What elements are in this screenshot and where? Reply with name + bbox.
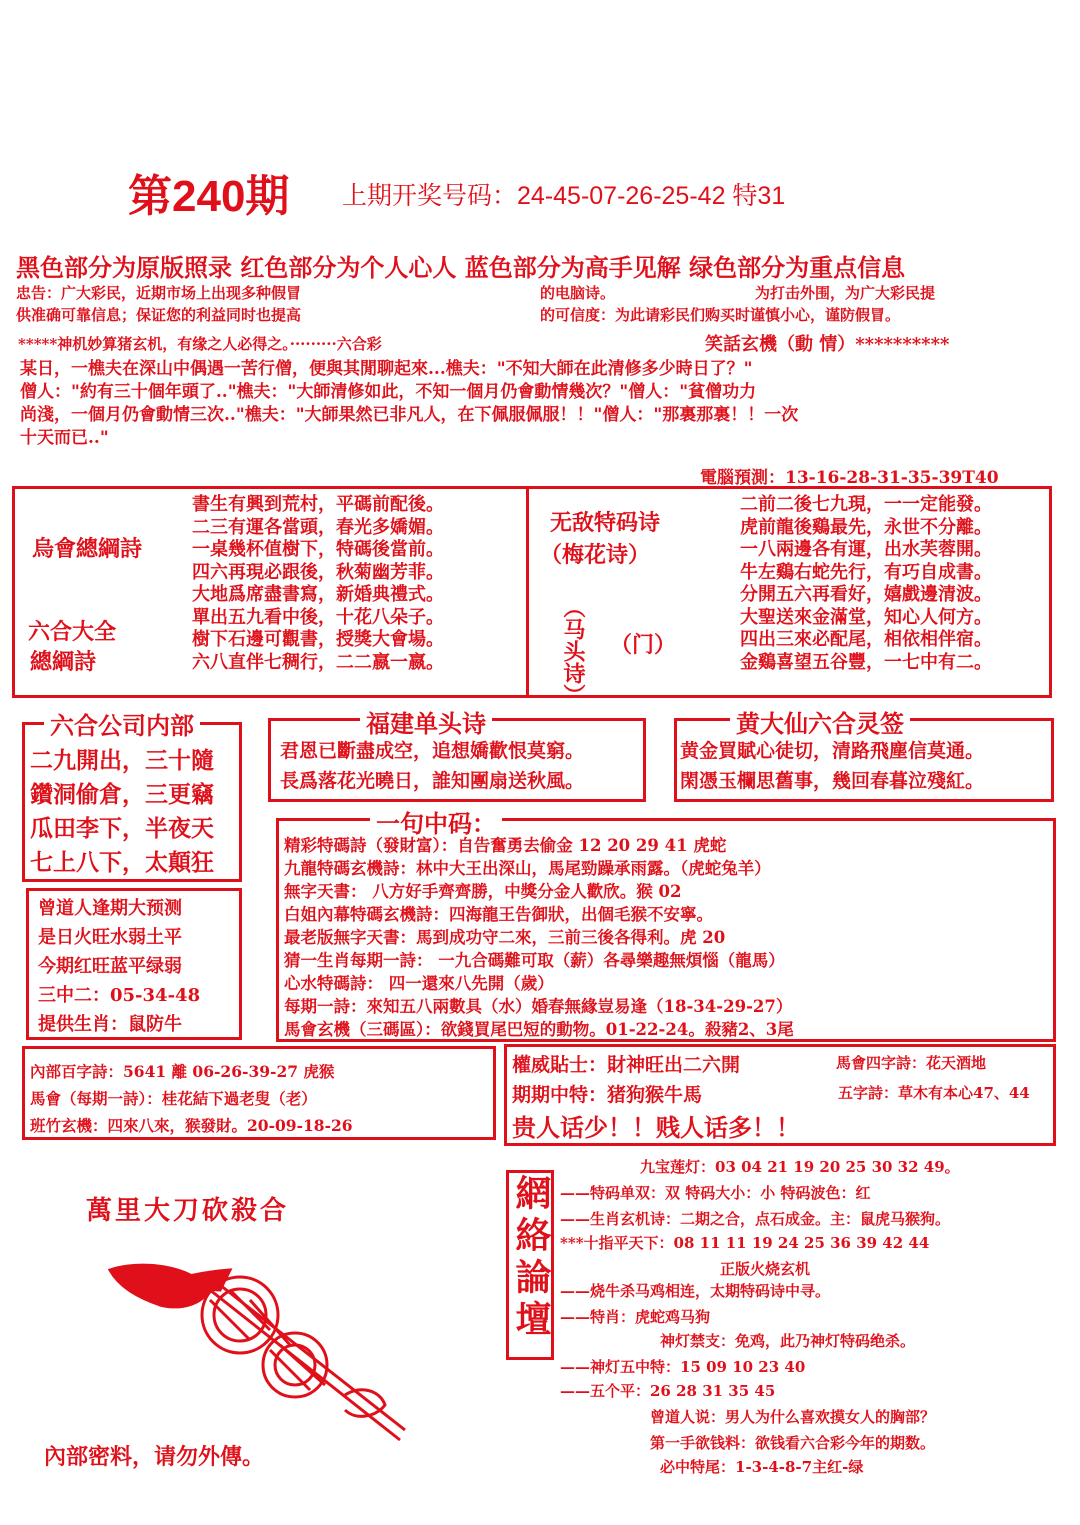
forum-line: 曾道人说：男人为什么喜欢摸女人的胸部？ bbox=[650, 1408, 936, 1426]
forum-line: ——五个平：26 28 31 35 45 bbox=[560, 1382, 776, 1400]
poem-right-line: 二前二後七九現，一一定能發。 bbox=[740, 494, 992, 515]
one-sentence-lines bbox=[284, 834, 794, 1041]
one-sentence-line: 馬會玄機（三碼區）：欲錢買尾巴短的動物。01-22-24。殺豬2、3尾 bbox=[284, 1020, 794, 1039]
notice-line2-left: 供准确可靠信息；保证您的利益同时也提高 bbox=[16, 306, 302, 324]
zengdao-line: 今期红旺蓝平绿弱 bbox=[38, 956, 182, 977]
poem-mid-subtitle: （梅花诗） bbox=[540, 542, 651, 568]
zengdao-line: 是日火旺水弱土平 bbox=[38, 927, 182, 948]
one-sentence-line: 無字天書： 八方好手齊齊勝，中獎分金人歡欣。猴 02 bbox=[284, 882, 682, 901]
notice-line2-right: 的可信度：为此请彩民们购买时谨慎小心，谨防假冒。 bbox=[540, 306, 901, 324]
zengdao-line: 三中二：05-34-48 bbox=[38, 985, 201, 1006]
last-draw-result: 上期开奖号码：24-45-07-26-25-42 特31 bbox=[342, 182, 786, 210]
liuhe-company-line: 七上八下，太顛狂 bbox=[30, 849, 214, 876]
poem-right-line: 大聖送來金滿堂，知心人何方。 bbox=[740, 606, 992, 628]
poem-right-line: 牛左鷄右蛇先行，有巧自成書。 bbox=[740, 561, 992, 583]
computer-prediction: 電腦預測：13-16-28-31-35-39T40 bbox=[700, 468, 999, 488]
poem-left-line: 六八直伴七稠行，二二嬴一嬴。 bbox=[192, 651, 444, 673]
authority-slogan: 贵人话少！！贱人话多！！ bbox=[512, 1113, 800, 1142]
poem-right-line: 四出三來必配尾，相依相伴宿。 bbox=[740, 629, 992, 650]
notice-line1-left: 忠告：广大彩民，近期市场上出现多种假冒 bbox=[16, 284, 302, 302]
liuhe-company-lines bbox=[30, 744, 214, 880]
story-line: 十天而已.." bbox=[20, 428, 109, 448]
fujian-lines bbox=[280, 736, 584, 796]
one-sentence-line: 精彩特碼詩（發財富）：自告奮勇去偷金 12 20 29 41 虎蛇 bbox=[284, 836, 727, 855]
sword-title: 萬里大刀砍殺合 bbox=[86, 1196, 290, 1226]
story-line: 尚淺，一個月仍會動情三次.."樵夫："大師果然已非凡人，在下佩服佩服！！"僧人："那裏那裏！！一次 bbox=[20, 405, 799, 425]
story-line: 僧人："約有三十個年頭了.."樵夫："大師清修如此，不知一個月仍會動情幾次？"僧人："貧僧功力 bbox=[20, 382, 757, 402]
huangdaxian-line: 黄金買賦心徒切，清路飛塵信莫通。 bbox=[680, 740, 985, 762]
banner-left: *****神机妙算猪玄机，有缘之人必得之。·········六合彩 bbox=[18, 335, 382, 353]
one-sentence-title: 一句中码： bbox=[370, 804, 502, 839]
poem-right bbox=[740, 494, 992, 674]
authority-tip: 權威貼士：財神旺出二六開 bbox=[512, 1054, 741, 1076]
issue-number: 第240期 bbox=[128, 172, 290, 221]
one-sentence-line: 猜一生肖每期一詩： 一九合碼難可取（薪）各尋樂趣無煩惱（龍馬） bbox=[284, 951, 785, 970]
joke-story bbox=[20, 358, 1070, 450]
poem-left-line: 二三有運各當頭，春光多嬌媚。 bbox=[192, 516, 444, 538]
authority-special: 期期中特：猪狗猴牛馬 bbox=[512, 1084, 703, 1106]
liuhe-company-line: 瓜田李下，半夜天 bbox=[30, 815, 214, 842]
poem-left bbox=[192, 494, 444, 674]
forum-line: ——烧牛杀马鸡相连，太期特码诗中寻。 bbox=[560, 1282, 831, 1300]
one-sentence-line: 最老版無字天書：馬到成功守二來，三前三後各得利。虎 20 bbox=[284, 928, 726, 947]
fujian-line: 長爲落花光曉日，誰知團扇送秋風。 bbox=[280, 770, 585, 792]
forum-vertical-title: 網絡論壇 bbox=[510, 1174, 552, 1342]
one-sentence-line: 每期一詩：來知五八兩數具（水）婚春無緣豈易逢（18-34-29-27） bbox=[284, 997, 793, 1016]
forum-line: ——神灯五中特：15 09 10 23 40 bbox=[560, 1358, 806, 1376]
internal-line: 內部百字詩：5641 離 06-26-39-27 虎猴 bbox=[30, 1062, 335, 1081]
poem-left-title-3: 總綱詩 bbox=[30, 649, 97, 675]
poem-left-line: 樹下石邊可觀書，授獎大會場。 bbox=[192, 629, 444, 650]
notice-line1-mid: 的电脑诗。 bbox=[540, 284, 616, 302]
internal-line: 班竹玄機：四來八來，猴發財。20-09-18-26 bbox=[30, 1116, 353, 1135]
poem-mid-paren: （门） bbox=[610, 632, 677, 658]
forum-line: ——生肖玄机诗：二期之合，点石成金。主：鼠虎马猴狗。 bbox=[560, 1210, 951, 1228]
zengdao-line: 提供生肖：鼠防牛 bbox=[38, 1014, 182, 1035]
forum-line: ——特码单双：双 特码大小：小 特码波色：红 bbox=[560, 1184, 871, 1202]
authority-five-char: 五字詩：草木有本心47、44 bbox=[838, 1084, 1030, 1102]
poem-mid-title: 无敌特码诗 bbox=[550, 510, 661, 536]
poem-left-line: 單出五九看中後，十花八朵子。 bbox=[192, 606, 444, 628]
huangdaxian-line: 閑憑玉欄思舊事，幾回春暮泣殘紅。 bbox=[680, 770, 985, 792]
huangdaxian-lines bbox=[680, 736, 984, 796]
poem-right-line: 分開五六再看好，嬉戲邊清波。 bbox=[740, 584, 992, 605]
poem-right-line: 虎前龍後鷄最先，永世不分離。 bbox=[740, 516, 992, 538]
zengdao-title: 曾道人逢期大预测 bbox=[38, 898, 182, 919]
forum-line: 神灯禁支：免鸡，此乃神灯特码绝杀。 bbox=[660, 1332, 916, 1350]
authority-four-char: 馬會四字詩：花天酒地 bbox=[836, 1054, 987, 1072]
forum-line: 正版火烧玄机 bbox=[720, 1260, 811, 1278]
huangdaxian-title: 黄大仙六合灵签 bbox=[730, 704, 910, 739]
internal-line: 馬會（每期一詩）：桂花結下過老叟（老） bbox=[30, 1089, 317, 1108]
internal-lines bbox=[30, 1058, 353, 1139]
liuhe-company-line: 二九開出，三十隨 bbox=[30, 747, 214, 774]
poem-left-line: 四六再現必跟後，秋菊幽芳菲。 bbox=[192, 561, 444, 583]
poem-left-line: 大地爲席盡書寫，新婚典禮式。 bbox=[192, 584, 444, 605]
banner-right: 笑話玄機（動 情）********** bbox=[705, 334, 950, 355]
poem-mid-horse: （马头诗） bbox=[560, 596, 586, 706]
sword-illustration-icon bbox=[100, 1250, 420, 1450]
forum-line: ——特肖：虎蛇鸡马狗 bbox=[560, 1308, 711, 1326]
fujian-line: 君恩已斷盡成空，追想嬌歡恨莫窮。 bbox=[280, 740, 585, 762]
forum-line: ***十指平天下：08 11 11 19 24 25 36 39 42 44 bbox=[560, 1234, 930, 1252]
poem-divider bbox=[526, 486, 529, 698]
liuhe-company-title: 六合公司内部 bbox=[44, 706, 200, 741]
poem-left-title-2: 六合大全 bbox=[28, 619, 117, 645]
one-sentence-line: 九龍特碼玄機詩：林中大王出深山，馬尾勁躁承雨露。（虎蛇兔羊） bbox=[284, 859, 771, 878]
forum-line: 必中特尾：1-3-4-8-7主红-绿 bbox=[660, 1458, 864, 1476]
zengdao-lines bbox=[38, 894, 200, 1039]
poem-right-line: 一八兩邊各有運，出水芙蓉開。 bbox=[740, 539, 992, 560]
forum-line: 第一手欲钱料：欲钱看六合彩今年的期数。 bbox=[650, 1434, 936, 1452]
fujian-title: 福建单头诗 bbox=[360, 704, 492, 739]
poem-left-title-1: 烏會總綱詩 bbox=[32, 536, 143, 562]
one-sentence-line: 白姐內幕特碼玄機詩：四海龍王告御狀，出個毛猴不安寧。 bbox=[284, 905, 713, 924]
one-sentence-line: 心水特碼詩： 四一還來八先開（歲） bbox=[284, 974, 554, 993]
story-line: 某日，一樵夫在深山中偶遇一苦行僧，便與其閒聊起來...樵夫："不知大師在此清修多少時日了？" bbox=[20, 359, 753, 379]
color-legend: 黑色部分为原版照录 红色部分为个人心人 蓝色部分为高手见解 绿色部分为重点信息 bbox=[16, 254, 906, 282]
liuhe-company-line: 鑽洞偷倉，三更竊 bbox=[30, 781, 214, 808]
poem-left-line: 書生有興到荒村，平碼前配後。 bbox=[192, 494, 444, 515]
notice-line1-right: 为打击外围，为广大彩民提 bbox=[755, 284, 936, 302]
sword-caption: 內部密料，请勿外傳。 bbox=[44, 1444, 265, 1470]
poem-right-line: 金鷄喜望五谷豐，一七中有二。 bbox=[740, 651, 992, 673]
poem-left-line: 一桌幾杯值樹下，特碼後當前。 bbox=[192, 539, 444, 560]
forum-line: 九宝莲灯：03 04 21 19 20 25 30 32 49。 bbox=[640, 1158, 960, 1176]
